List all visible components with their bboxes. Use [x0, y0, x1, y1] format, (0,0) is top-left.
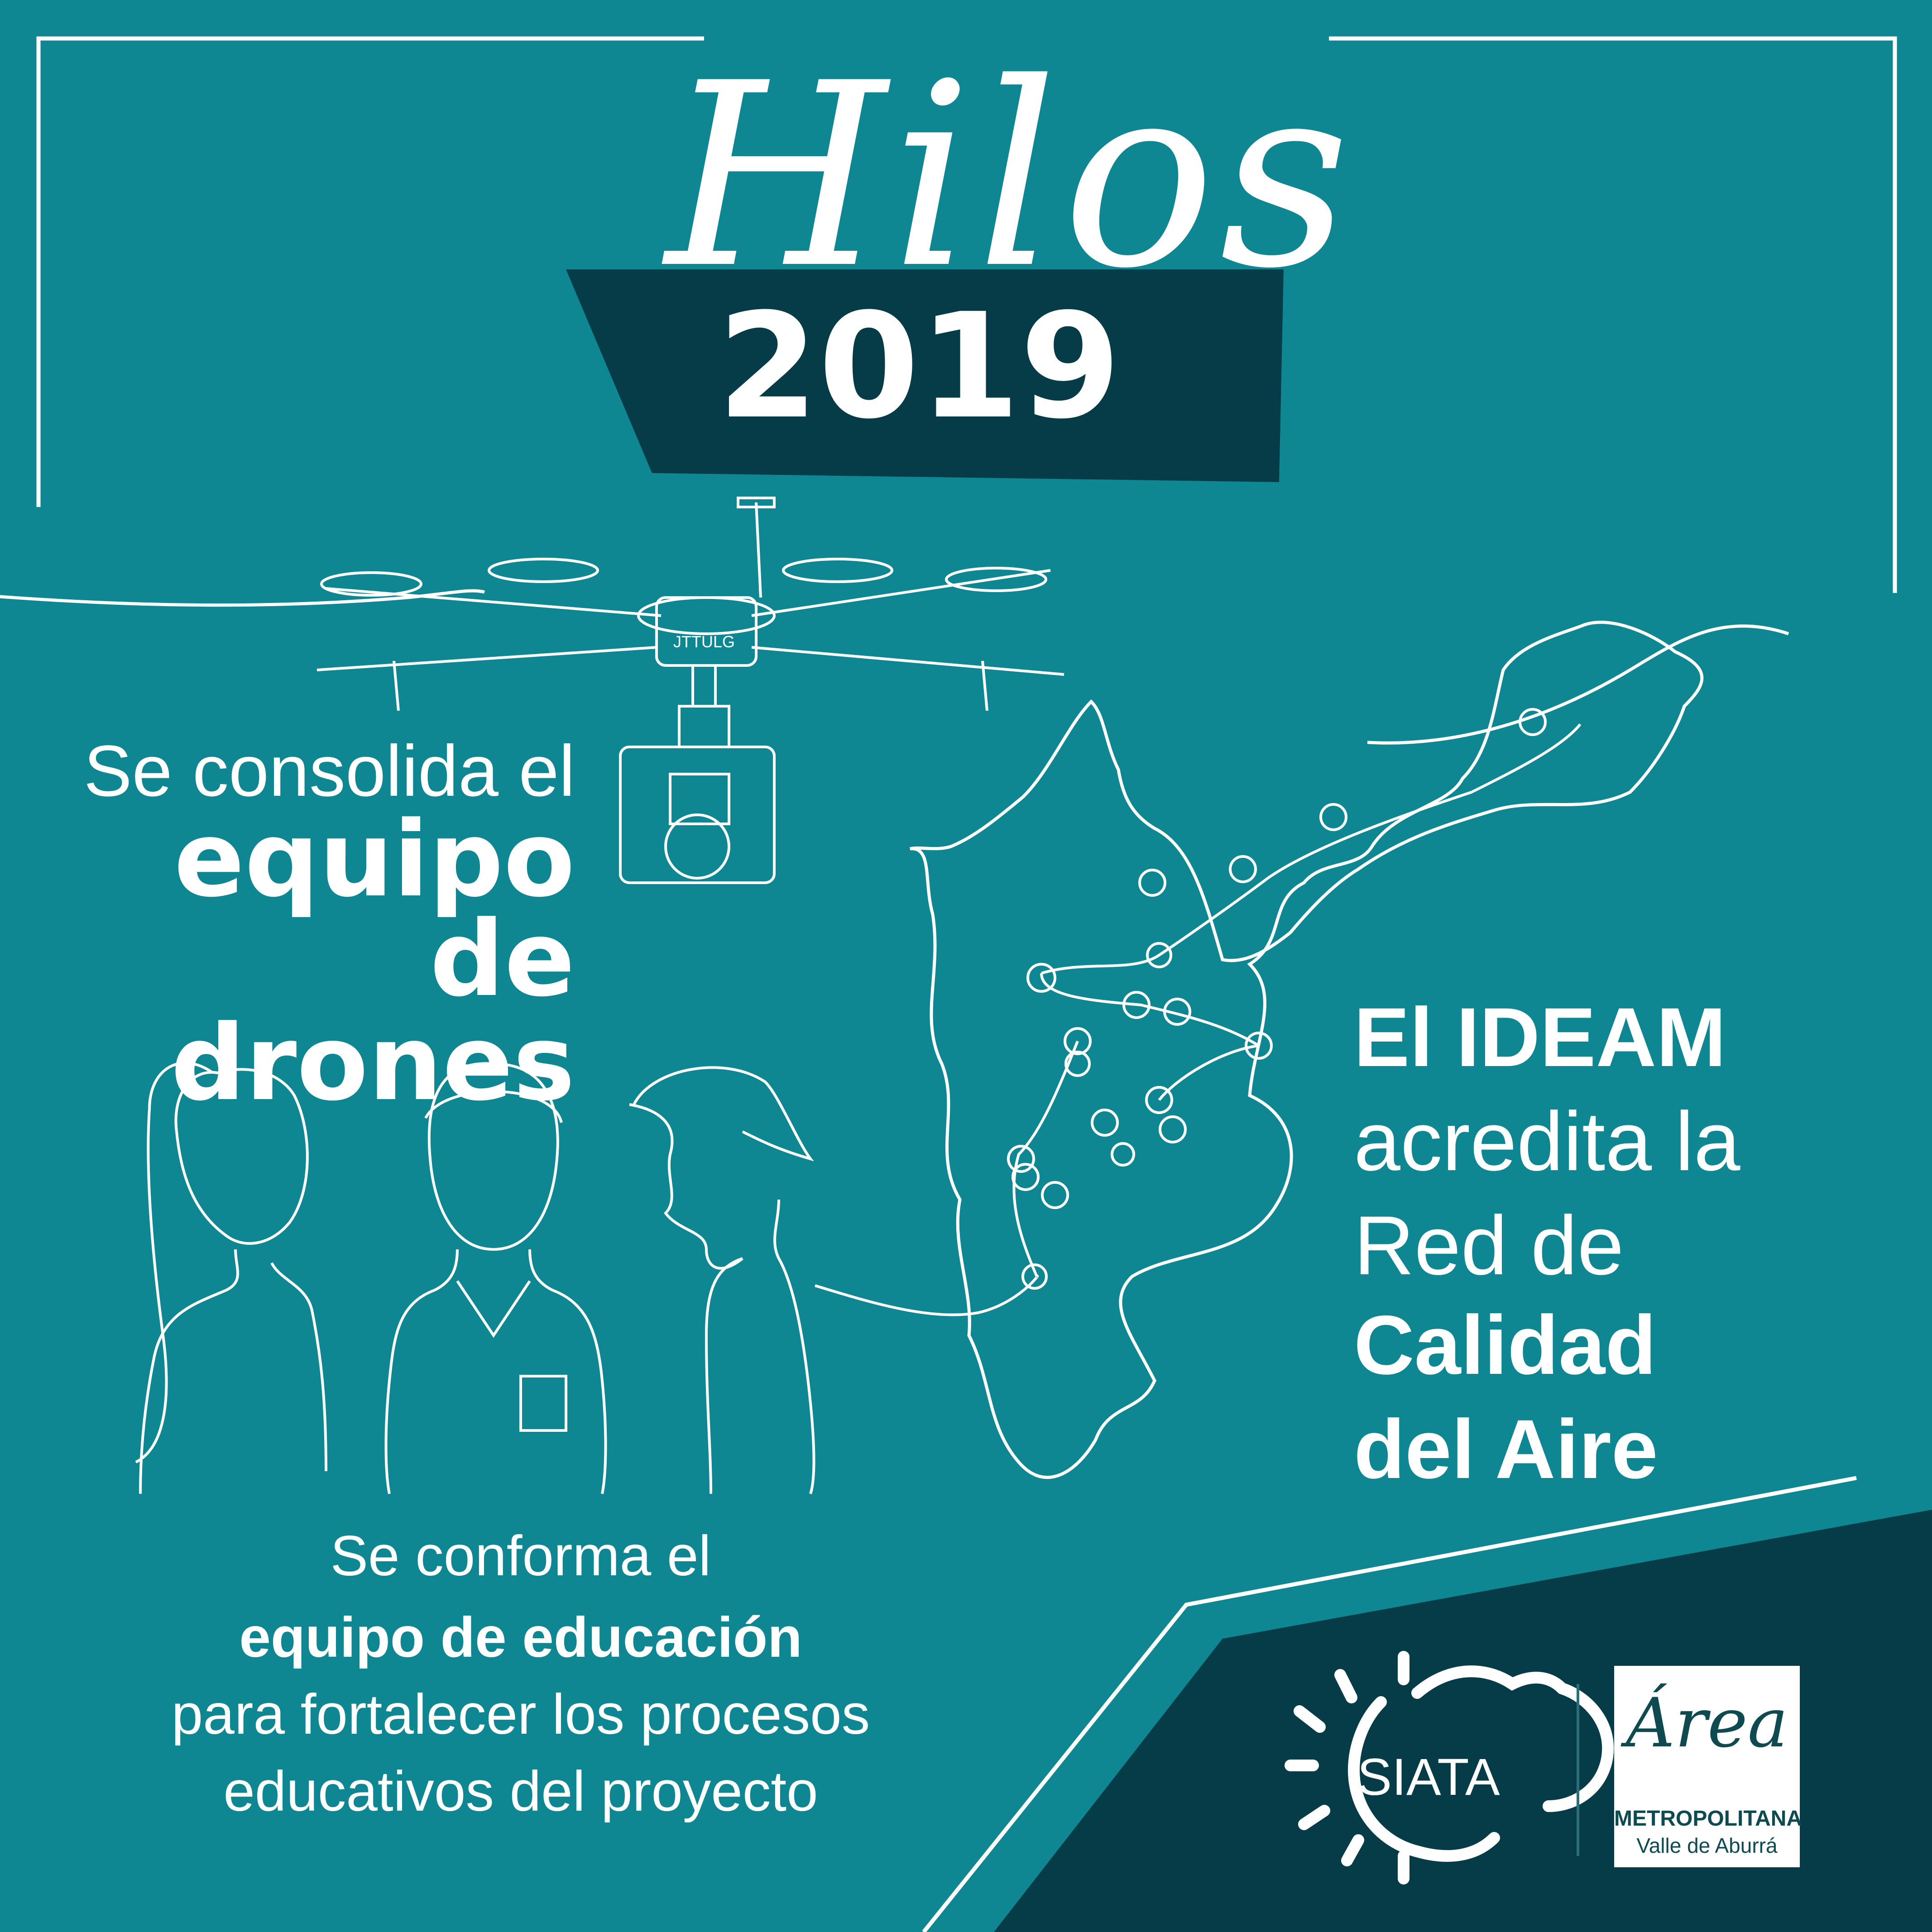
- area-metropolitana-logo: [1614, 1666, 1803, 1867]
- drones-line-3: de drones: [171, 899, 575, 1124]
- drones-line-2: equipo: [174, 799, 575, 920]
- drones-line-1: Se consolida el: [83, 730, 575, 811]
- area-logo-line-2: Valle de Aburrá: [1636, 1834, 1778, 1857]
- drone-label: JTTULG: [673, 632, 735, 651]
- education-line-4: educativos del proyecto: [223, 1760, 818, 1823]
- area-logo-line-1: METROPOLITANA: [1614, 1807, 1803, 1831]
- ideam-line-5: del Aire: [1354, 1403, 1658, 1496]
- siata-logo-text: SIATA: [1357, 1748, 1500, 1806]
- ideam-line-4: Calidad: [1354, 1299, 1657, 1392]
- education-line-3: para fortalecer los procesos: [171, 1683, 870, 1746]
- area-logo-word: Área: [1625, 1684, 1788, 1763]
- ideam-line-2: acredita la: [1354, 1095, 1740, 1188]
- ideam-line-1: El IDEAM: [1354, 991, 1726, 1084]
- ideam-line-3: Red de: [1354, 1199, 1624, 1292]
- education-line-2: equipo de educación: [239, 1606, 802, 1669]
- title-script: Hilos: [666, 29, 1355, 324]
- title-year: 2019: [717, 282, 1121, 451]
- education-line-1: Se conforma el: [330, 1525, 711, 1588]
